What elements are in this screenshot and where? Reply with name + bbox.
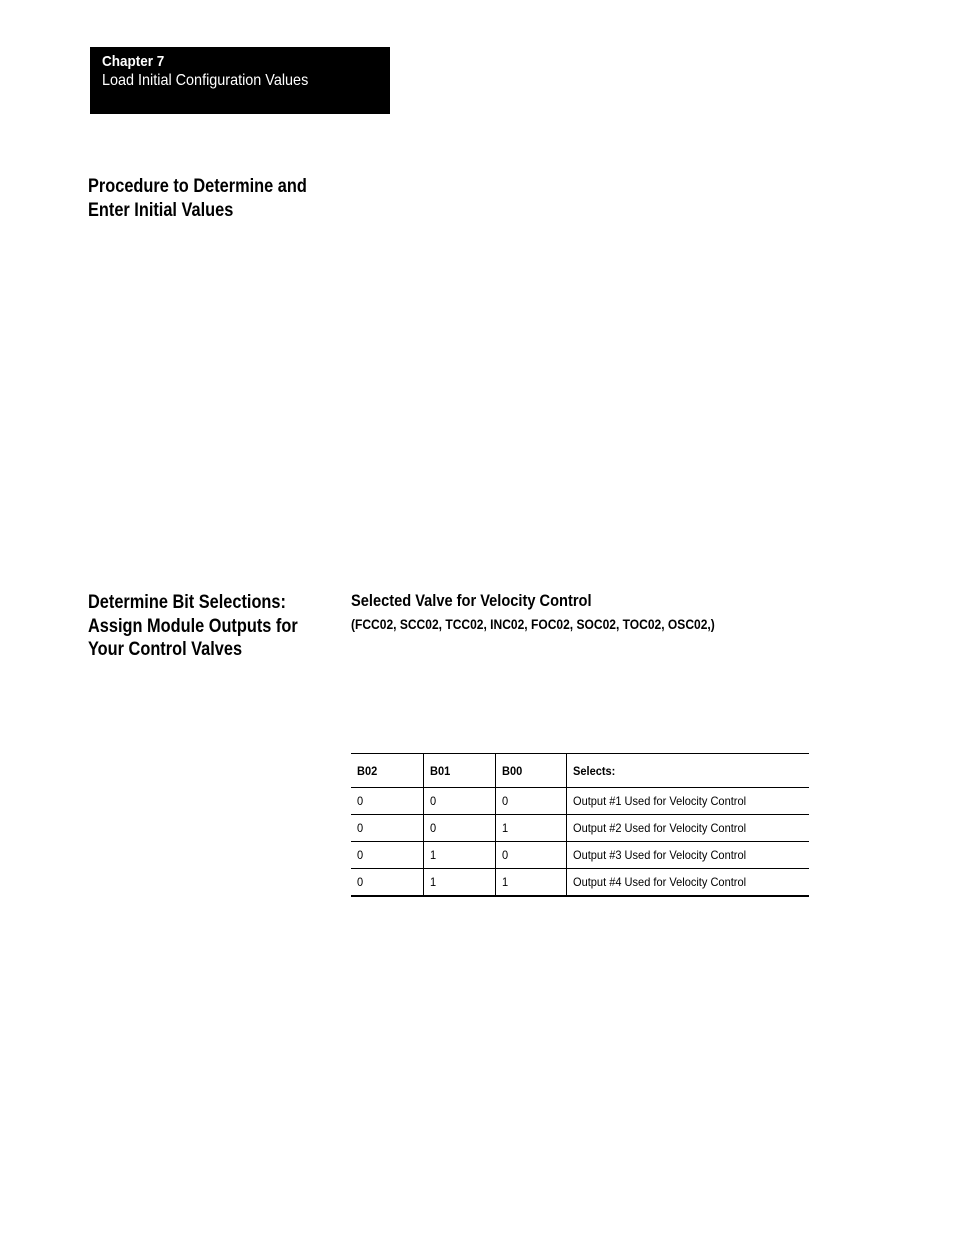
cell-text: 1 — [430, 848, 437, 862]
column-header-selects — [567, 754, 810, 788]
table-cell — [567, 815, 810, 842]
bit-selection-table — [351, 753, 809, 897]
table-cell — [567, 788, 810, 815]
table-cell — [424, 869, 496, 897]
chapter-header — [90, 47, 390, 114]
cell-text: Output #1 Used for Velocity Control — [573, 794, 747, 808]
table-row — [351, 788, 809, 815]
bit-selections-heading-line: Your Control Valves — [88, 639, 243, 660]
table-cell — [351, 842, 424, 869]
cell-text: Output #3 Used for Velocity Control — [573, 848, 747, 862]
cell-text: 0 — [430, 794, 437, 808]
column-header-b02 — [351, 754, 424, 788]
table-cell — [424, 842, 496, 869]
table-cell — [351, 788, 424, 815]
cell-text: 0 — [357, 794, 364, 808]
table-cell — [424, 815, 496, 842]
parameter-list: (FCC02, SCC02, TCC02, INC02, FOC02, SOC02, TOC02, OSC02,) — [351, 616, 715, 632]
table-cell — [496, 869, 567, 897]
bit-selections-heading-line: Determine Bit Selections: — [88, 592, 286, 613]
cell-text: Output #2 Used for Velocity Control — [573, 821, 747, 835]
table-cell — [424, 788, 496, 815]
cell-text: Output #4 Used for Velocity Control — [573, 875, 747, 889]
cell-text: 0 — [357, 875, 364, 889]
cell-text: 1 — [502, 875, 509, 889]
chapter-number: Chapter 7 — [102, 53, 165, 70]
table-cell — [496, 842, 567, 869]
table-header-row — [351, 754, 809, 788]
procedure-heading — [88, 175, 307, 222]
cell-text: 1 — [502, 821, 509, 835]
column-header-text: B00 — [502, 763, 523, 778]
column-header-text: Selects: — [573, 763, 616, 778]
bit-selections-heading-line: Assign Module Outputs for — [88, 615, 298, 637]
procedure-heading-line: Procedure to Determine and — [88, 176, 307, 197]
column-header-b01 — [424, 754, 496, 788]
column-header-b00 — [496, 754, 567, 788]
table-cell — [351, 869, 424, 897]
procedure-heading-line: Enter Initial Values — [88, 199, 234, 221]
table-cell — [567, 869, 810, 897]
chapter-title: Load Initial Configuration Values — [102, 72, 309, 89]
column-header-text: B02 — [357, 763, 378, 778]
cell-text: 0 — [502, 848, 509, 862]
table-cell — [567, 842, 810, 869]
cell-text: 0 — [502, 794, 509, 808]
table-cell — [351, 815, 424, 842]
cell-text: 0 — [357, 848, 364, 862]
velocity-control-subheading: Selected Valve for Velocity Control — [351, 591, 592, 610]
table-row — [351, 869, 809, 897]
bit-selections-heading — [88, 591, 298, 662]
cell-text: 0 — [430, 821, 437, 835]
column-header-text: B01 — [430, 763, 451, 778]
table-row — [351, 815, 809, 842]
table-cell — [496, 815, 567, 842]
cell-text: 1 — [430, 875, 437, 889]
table-cell — [496, 788, 567, 815]
table-row — [351, 842, 809, 869]
cell-text: 0 — [357, 821, 364, 835]
